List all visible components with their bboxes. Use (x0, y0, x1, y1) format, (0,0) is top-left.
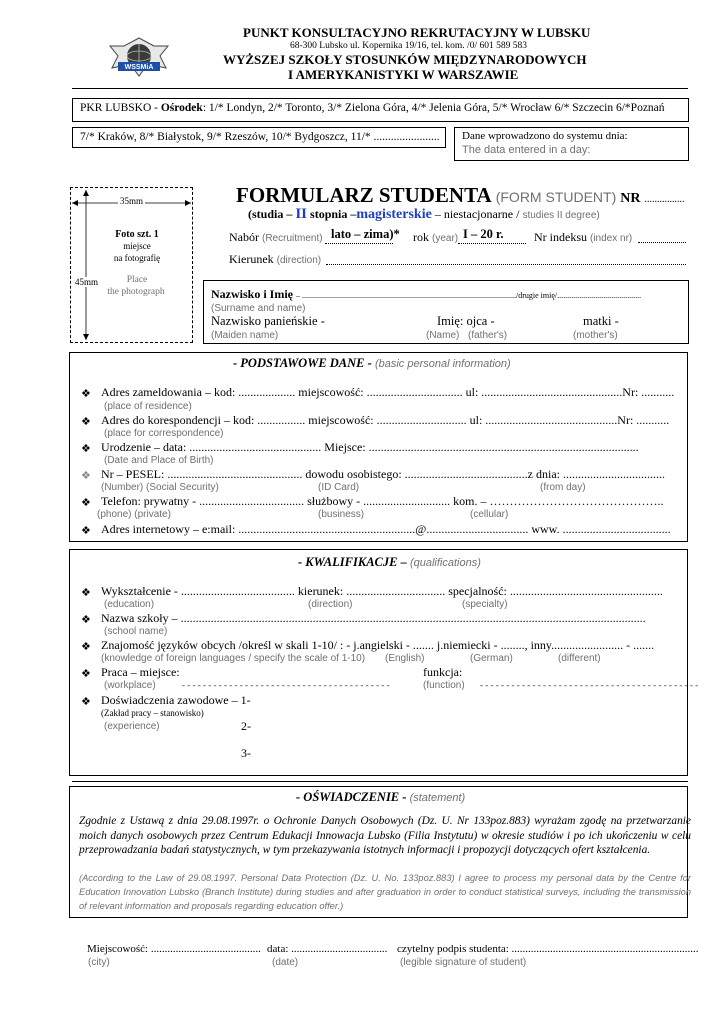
diamond-bullet-icon: ❖ (81, 641, 91, 653)
studies-close: – niestacjonarne / (431, 207, 520, 221)
logo (108, 36, 170, 78)
father-label[interactable]: Imię: ojca - (437, 314, 495, 328)
section-rule (72, 781, 688, 782)
header-address: 68-300 Lubsko ul. Kopernika 19/16, tel. kom. /0/ 601 589 583 (290, 41, 527, 51)
statement-en: (According to the Law of 29.08.1997. Personal Data Protection (Dz. U. No. 133poz.883) I agree to process my personal data by the Centre for Education Innovation Lubsko (Branch Institute) during studies and after graduation in order to conduct statistical surveys, including the transmission of relevant information and proposals regarding education offer.) (79, 873, 691, 911)
signature-field[interactable]: czytelny podpis studenta: .................................................................... (397, 943, 699, 955)
pesel-row[interactable]: Nr – PESEL: ............................................. dowodu osobistego: .........................................z dnia: .................................. (101, 467, 665, 481)
phone-en: (phone) (private) (97, 509, 171, 520)
phone-row[interactable]: Telefon: prywatny - ................................... służbowy - ............................. kom. – …………………………………….. (101, 494, 664, 508)
email-row[interactable]: Adres internetowy – e:mail: ...........................................................@.................................. www. .................................... (101, 522, 671, 536)
photo-label3: na fotografię (113, 253, 161, 263)
signature-en: (legible signature of student) (400, 957, 527, 968)
diamond-bullet-icon: ❖ (81, 614, 91, 626)
header-line2: WYŻSZEJ SZKOŁY STOSUNKÓW MIĘDZYNARODOWYCH (223, 52, 587, 67)
index-label: Nr indeksu (534, 230, 587, 244)
recruitment-en: (Recruitment) (262, 233, 323, 244)
qual-title-row (298, 555, 481, 570)
diamond-bullet-icon: ❖ (81, 416, 91, 428)
studies-mid: stopnia – (307, 207, 357, 221)
languages-en: (knowledge of foreign languages / specify the scale of 1-10) (101, 653, 366, 664)
index-line (534, 230, 632, 245)
cellular-en: (cellular) (470, 509, 509, 520)
residence-en: (place of residence) (104, 401, 192, 412)
header-rule (72, 88, 688, 89)
header-line1: PUNKT KONSULTACYJNO REKRUTACYJNY W LUBSKU (243, 25, 591, 40)
centers-prefix: PKR LUBSKO - (80, 102, 161, 114)
surname-en: (Surname and name) (211, 303, 306, 314)
year-label-text: rok (413, 230, 429, 244)
business-en: (business) (318, 509, 365, 520)
statement-title-row (296, 790, 465, 805)
education-en: (education) (104, 599, 155, 610)
form-title-en: (FORM STUDENT) (495, 189, 617, 205)
specialty-en: (specialty) (462, 599, 508, 610)
function-label[interactable]: funkcja: (423, 665, 463, 679)
residence-row[interactable]: Adres zameldowania – kod: ................... miejscowość: ................................ ul: ...............................................Nr: ........... (101, 385, 675, 399)
studies-en: studies II degree) (522, 210, 600, 221)
diamond-bullet-icon: ❖ (81, 696, 91, 708)
city-field[interactable]: Miejscowość: ........................................ (87, 943, 261, 955)
photo-label1: Foto szt. 1 (115, 229, 159, 240)
photo-height: 45mm (75, 277, 99, 287)
qual-title: - KWALIFIKACJE – (298, 555, 407, 569)
experience-en: (experience) (104, 721, 160, 732)
surname-row (211, 287, 641, 302)
system-date-label-en: The data entered in a day: (462, 144, 591, 156)
diamond-bullet-icon: ❖ (81, 587, 91, 599)
direction-dots[interactable] (326, 252, 686, 265)
from-day-en: (from day) (540, 482, 586, 493)
diamond-bullet-icon: ❖ (81, 388, 91, 400)
id-card-en: (ID Card) (318, 482, 360, 493)
recruitment-line (229, 230, 323, 245)
photo-arrow-vertical (79, 188, 93, 342)
father-en: (father's) (468, 330, 508, 341)
diamond-bullet-icon: ❖ (81, 668, 91, 680)
city-en: (city) (88, 957, 110, 968)
basic-title-row (233, 356, 511, 371)
statement-pl: Zgodnie z Ustawą z dnia 29.08.1997r. o Ochronie Danych Osobowych (Dz. U. Nr 133poz.883) wyrażam zgodę na przetwarzanie moich danych osobowych przez Centrum Edukacji Innowacja Lubsko (Filia Instytutu) w okresie studiów i po ich ukończeniu w celu przeprowadzania badań statystycznych, w tym przekazywania istotnych informacji i propozycji dotyczących ofert kształcenia. (79, 815, 691, 856)
education-direction-en: (direction) (308, 599, 353, 610)
maiden-en: (Maiden name) (211, 330, 279, 341)
languages-row[interactable]: Znajomość języków obcych /określ w skali 1-10/ : - j.angielski - ....... j.niemiecki - ........, inny........................ - ....... (101, 638, 655, 652)
logo-text: WSSMiA (124, 64, 154, 71)
photo-label-en2: the photograph (107, 287, 165, 297)
experience-2[interactable]: 2- (241, 719, 251, 733)
mother-label[interactable]: matki - (583, 314, 619, 328)
education-row[interactable]: Wykształcenie - ...................................... kierunek: ................................. specjalność: ................................................... (101, 584, 663, 598)
direction-line (229, 252, 321, 267)
birth-row[interactable]: Urodzenie – data: ............................................ Miejsce: .......................................................................................... (101, 440, 639, 454)
mother-en: (mother's) (573, 330, 618, 341)
work-row[interactable]: Praca – miejsce: (101, 665, 180, 679)
date-field[interactable]: data: ................................... (267, 943, 388, 955)
experience-3[interactable]: 3- (241, 746, 251, 760)
header-line3: I AMERYKANISTYKI W WARSZAWIE (288, 67, 519, 82)
studies-open: (studia – (248, 207, 296, 221)
basic-title: - PODSTAWOWE DANE - (233, 356, 372, 370)
year-value[interactable]: I – 20 r. (463, 227, 504, 241)
correspondence-en: (place for correspondence) (104, 428, 224, 439)
basic-title-en: (basic personal information) (374, 358, 511, 370)
photo-label-en1: Place (126, 275, 148, 285)
form-nr-dots[interactable]: ................ (644, 194, 685, 205)
name-en: (Name) (426, 330, 460, 341)
surname-label: Nazwisko i Imię (211, 287, 293, 301)
diamond-bullet-icon: ❖ (81, 470, 91, 482)
index-en: (index nr) (590, 233, 633, 244)
centers-osrodek: Ośrodek (160, 102, 203, 114)
correspondence-row[interactable]: Adres do korespondencji – kod: ................ miejscowość: .............................. ul: ............................................Nr: ........... (101, 413, 670, 427)
school-row[interactable]: Nazwa szkoły – ........................................................................................................................................................... (101, 611, 646, 625)
birth-en: (Date and Place of Birth) (104, 455, 214, 466)
statement-title: - OŚWIADCZENIE - (296, 790, 407, 804)
recruitment-label: Nabór (229, 230, 259, 244)
direction-en: (direction) (276, 255, 322, 266)
form-nr-label: NR (620, 191, 641, 206)
photo-label2: miejsce (123, 241, 151, 251)
centers-list1: : 1/* Londyn, 2/* Toronto, 3/* Zielona Góra, 4/* Jelenia Góra, 5/* Wrocław 6/* Szczecin 6/*Poznań (202, 102, 665, 114)
system-date-label: Dane wprowadzono do systemu dnia: (462, 130, 628, 142)
english-en: (English) (385, 653, 425, 664)
surname-dots[interactable]: – .........................................................................................................../drugie imię/.......................................... (296, 291, 642, 300)
studies-line (248, 206, 600, 223)
workplace-dashes: - - - - - - - - - - - - - - - - - - - - - - - - - - - - - - - - - - - - - - - - (182, 680, 390, 690)
form-title: FORMULARZ STUDENTA (236, 183, 492, 207)
recruitment-value[interactable]: lato – zima)* (331, 227, 400, 241)
centers-line1 (80, 102, 665, 114)
function-en: (function) (423, 680, 465, 691)
diamond-bullet-icon: ❖ (81, 525, 91, 537)
pesel-en: (Number) (Social Security) (101, 482, 219, 493)
statement-title-en: (statement) (409, 792, 466, 804)
studies-level: magisterskie (356, 207, 432, 222)
year-label (413, 230, 458, 245)
index-dots[interactable] (638, 230, 686, 243)
experience-row[interactable]: Doświadczenia zawodowe – 1- (101, 693, 251, 707)
qual-title-en: (qualifications) (409, 557, 481, 569)
function-dashes: - - - - - - - - - - - - - - - - - - - - - - - - - - - - - - - - - - - - - - - - - - (480, 680, 699, 690)
photo-width: 35mm (120, 196, 144, 206)
form-title-row (236, 183, 685, 208)
direction-label: Kierunek (229, 252, 274, 266)
different-en: (different) (558, 653, 601, 664)
school-en: (school name) (104, 626, 168, 637)
year-en: (year) (432, 233, 459, 244)
studies-degree: II (295, 206, 308, 222)
experience-note: (Zakład pracy – stanowisko) (101, 708, 204, 718)
german-en: (German) (470, 653, 513, 664)
date-en: (date) (272, 957, 299, 968)
maiden-label[interactable]: Nazwisko panieńskie - (211, 314, 325, 328)
centers-line2: 7/* Kraków, 8/* Białystok, 9/* Rzeszów, 10/* Bydgoszcz, 11/* ....................... (80, 131, 440, 143)
diamond-bullet-icon: ❖ (81, 497, 91, 509)
workplace-en: (workplace) (104, 680, 156, 691)
diamond-bullet-icon: ❖ (81, 443, 91, 455)
